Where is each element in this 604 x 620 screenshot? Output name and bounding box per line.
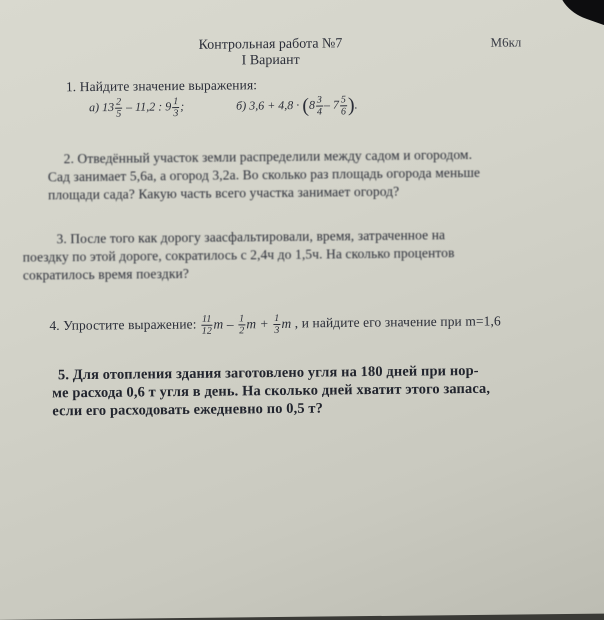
task2-line1: 2. Отведённый участок земли распределили между садом и огородом. — [63, 146, 473, 167]
task1-expression-a — [89, 96, 184, 120]
task1-prompt: 1. Найдите значение выражения: — [65, 77, 258, 95]
task4-fraction3 — [273, 313, 280, 336]
task4-term1: m – — [213, 316, 234, 332]
task1-b-whole1: 8 — [308, 97, 316, 112]
task1-b-fraction2 — [340, 94, 347, 117]
task1-b-den2: 6 — [340, 106, 347, 118]
task1-a-whole1: 13 — [102, 99, 115, 115]
task4-prompt: 4. Упростите выражение: — [49, 316, 197, 333]
task4-num3: 1 — [274, 312, 280, 325]
task1-b-start: 3,6 + 4,8 · — [249, 98, 300, 113]
task3-line1: 3. После того как дорогу заасфальтировали, время, затраченное на — [56, 227, 446, 247]
task1-b-minus: – 7 — [323, 97, 340, 112]
task4-fraction1 — [201, 314, 213, 337]
task3-line2: поездку по этой дороге, сократилось с 2,4ч до 1,5ч. На сколько процентов — [22, 245, 455, 265]
task4-fraction2 — [238, 313, 245, 336]
task1-a-end: ; — [180, 99, 185, 114]
task4-term2: m + — [246, 315, 269, 331]
worksheet-header — [185, 36, 355, 70]
task1-a-mid: – 11,2 : 9 — [126, 99, 172, 114]
task3-line3: сократилось время поездки? — [22, 265, 189, 283]
task1-b-fraction1 — [316, 95, 323, 118]
task5-line2: ме расхода 0,6 т угля в день. На сколько дней хватит этого запаса, — [52, 380, 491, 402]
task1-a-fraction1 — [115, 97, 122, 120]
task4-den3: 3 — [274, 324, 280, 337]
task1-a-num2: 1 — [173, 96, 179, 108]
task5-line3: если его расходовать ежедневно по 0,5 т? — [52, 400, 324, 420]
task1-a-fraction2 — [172, 96, 179, 119]
task4-tail: , и найдите его значение при m=1,6 — [294, 313, 501, 331]
task4-den2: 2 — [239, 325, 245, 337]
task1-b-label: б) — [236, 98, 247, 113]
task4-num1: 11 — [201, 313, 212, 325]
task4-expression — [49, 311, 501, 339]
task5-line1: 5. Для отопления здания заготовлено угля на 180 дней при нор- — [57, 362, 479, 384]
dark-corner-shadow — [553, 0, 604, 37]
task1-b-den1: 4 — [316, 106, 323, 118]
task1-a-den2: 3 — [173, 108, 179, 120]
worksheet-title: Контрольная работа №7 — [198, 36, 343, 53]
grade-label: М6кл — [490, 34, 522, 50]
task4-term3: m — [281, 315, 292, 331]
task4-den1: 12 — [201, 325, 212, 337]
task4-num2: 1 — [239, 313, 245, 325]
task1-expression-b: б) 3,6 + 4,8 · (8 $\frac{3}{4}$ – 7 $\frac{5}{6}$ ). — [236, 94, 358, 118]
task1-a-den1: 5 — [116, 108, 122, 120]
task1-a-num1: 2 — [116, 96, 122, 108]
task1-b-num2: 5 — [340, 94, 346, 106]
task1-b-end: . — [354, 97, 358, 112]
task2-line2: Сад занимает 5,6а, а огород 3,2а. Во сколько раз площадь огорода меньше — [47, 164, 481, 185]
task1-b-num1: 3 — [316, 94, 322, 106]
task2-line3: площади сада? Какую часть всего участка занимает огород? — [47, 183, 400, 203]
variant-label: I Вариант — [241, 52, 300, 69]
task1-a-label: а) — [89, 100, 100, 115]
